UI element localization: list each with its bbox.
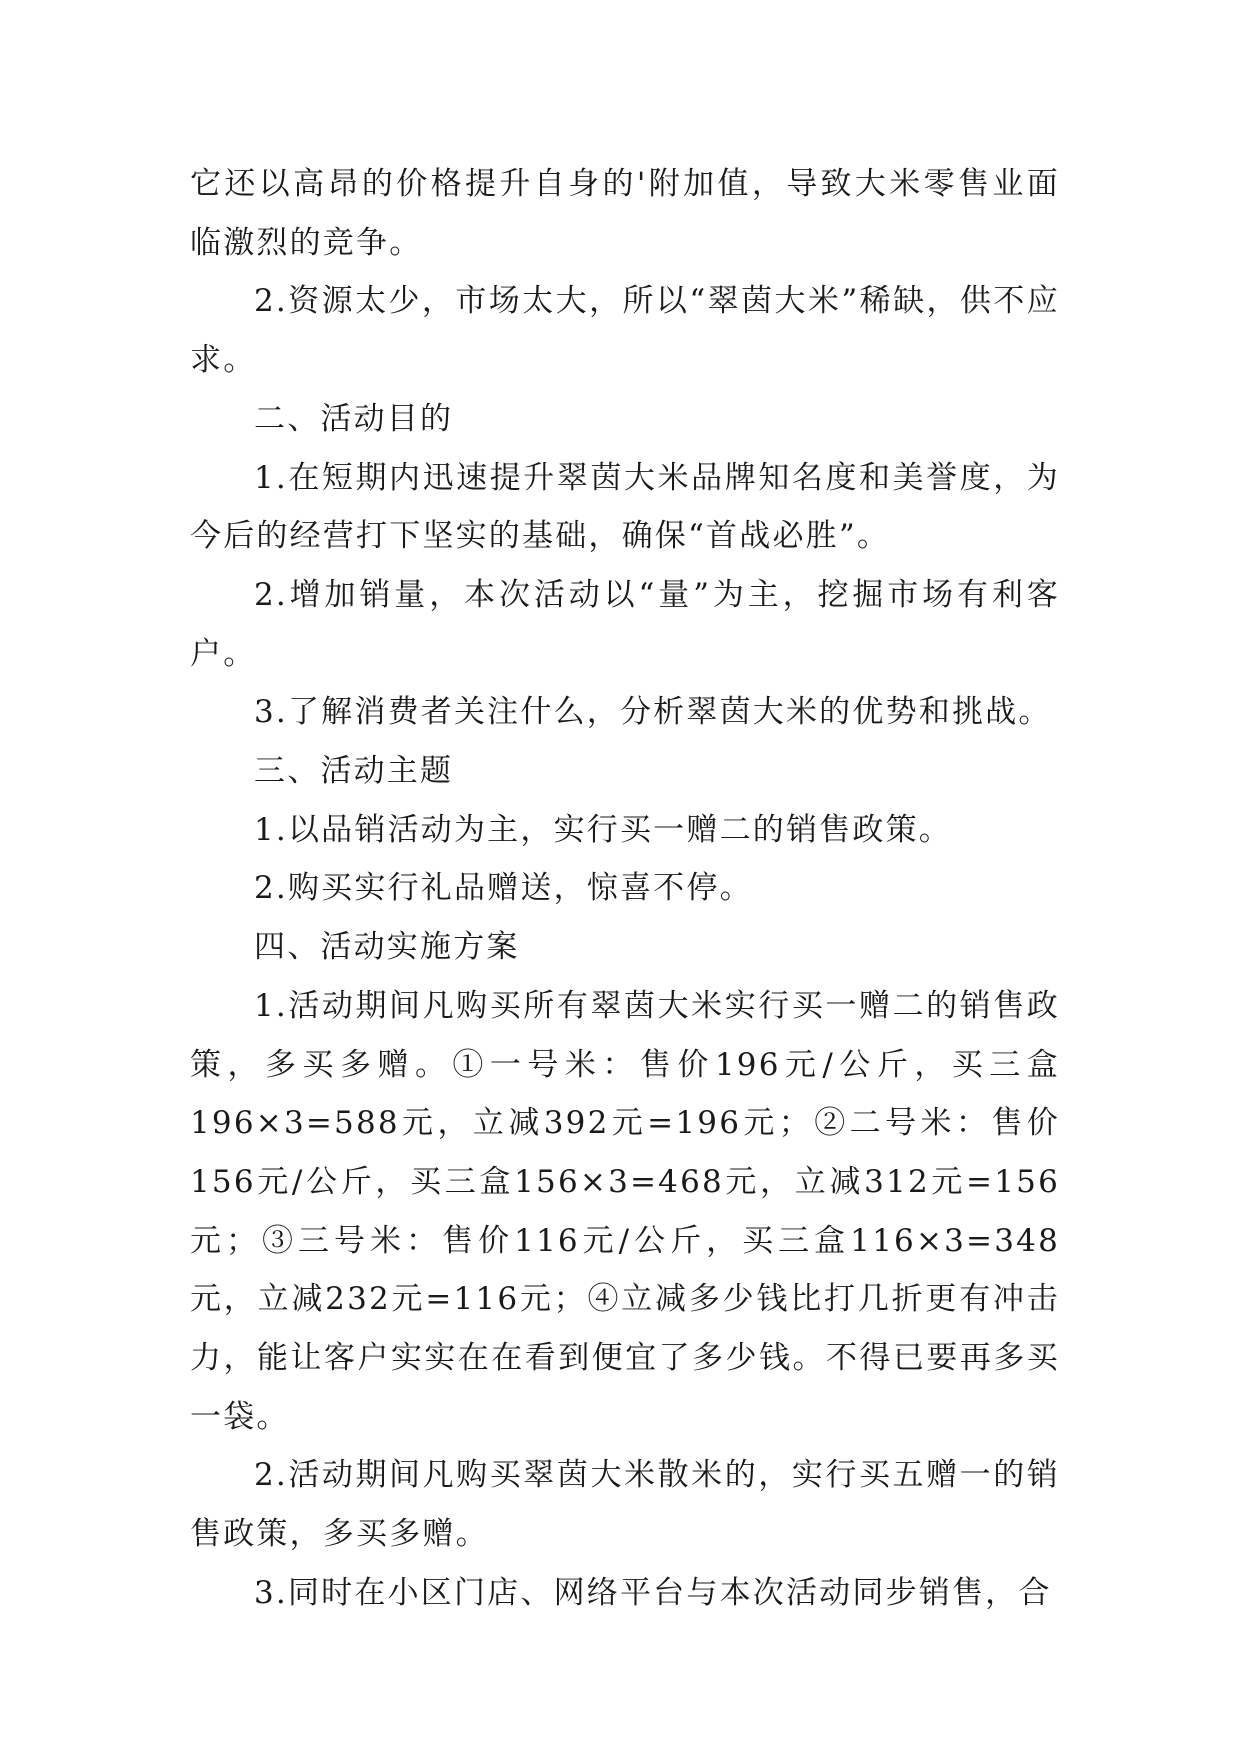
section-heading: 三、活动主题 (254, 753, 454, 790)
paragraph: 2.资源太少，市场太大，所以“翠茵大米”稀缺，供不应求。 (190, 283, 1060, 379)
section-heading: 二、活动目的 (254, 400, 454, 437)
paragraph: 2.购买实行礼品赠送，惊喜不停。 (254, 870, 753, 907)
paragraph: 1.在短期内迅速提升翠茵大米品牌知名度和美誉度，为今后的经营打下坚实的基础，确保“首战必胜”。 (190, 459, 1060, 555)
paragraph: 2.活动期间凡购买翠茵大米散米的，实行买五赠一的销售政策，多买多赠。 (190, 1457, 1060, 1553)
paragraph: 1.活动期间凡购买所有翠茵大米实行买一赠二的销售政策，多买多赠。①一号米：售价196元/公斤，买三盒196×3=588元，立减392元=196元；②二号米：售价156元/公斤，买三盒156×3=468元，立减312元=156元；③三号米：售价116元/公斤，买三盒116×3=348元，立减232元=116元；④立减多少钱比打几折更有冲击力，能让客户实实在在看到便宜了多少钱。不得已要再多买一袋。 (190, 987, 1060, 1435)
paragraph: 它还以高昂的价格提升自身的'附加值，导致大米零售业面临激烈的竞争。 (190, 166, 1060, 261)
paragraph: 3.了解消费者关注什么，分析翠茵大米的优势和挑战。 (254, 694, 1052, 731)
paragraph: 1.以品销活动为主，实行买一赠二的销售政策。 (254, 811, 952, 848)
paragraph: 2.增加销量，本次活动以“量”为主，挖掘市场有利客户。 (190, 576, 1060, 672)
document-body (190, 155, 1060, 1623)
paragraph: 3.同时在小区门店、网络平台与本次活动同步销售，合 (254, 1574, 1052, 1611)
section-heading: 四、活动实施方案 (254, 929, 520, 966)
